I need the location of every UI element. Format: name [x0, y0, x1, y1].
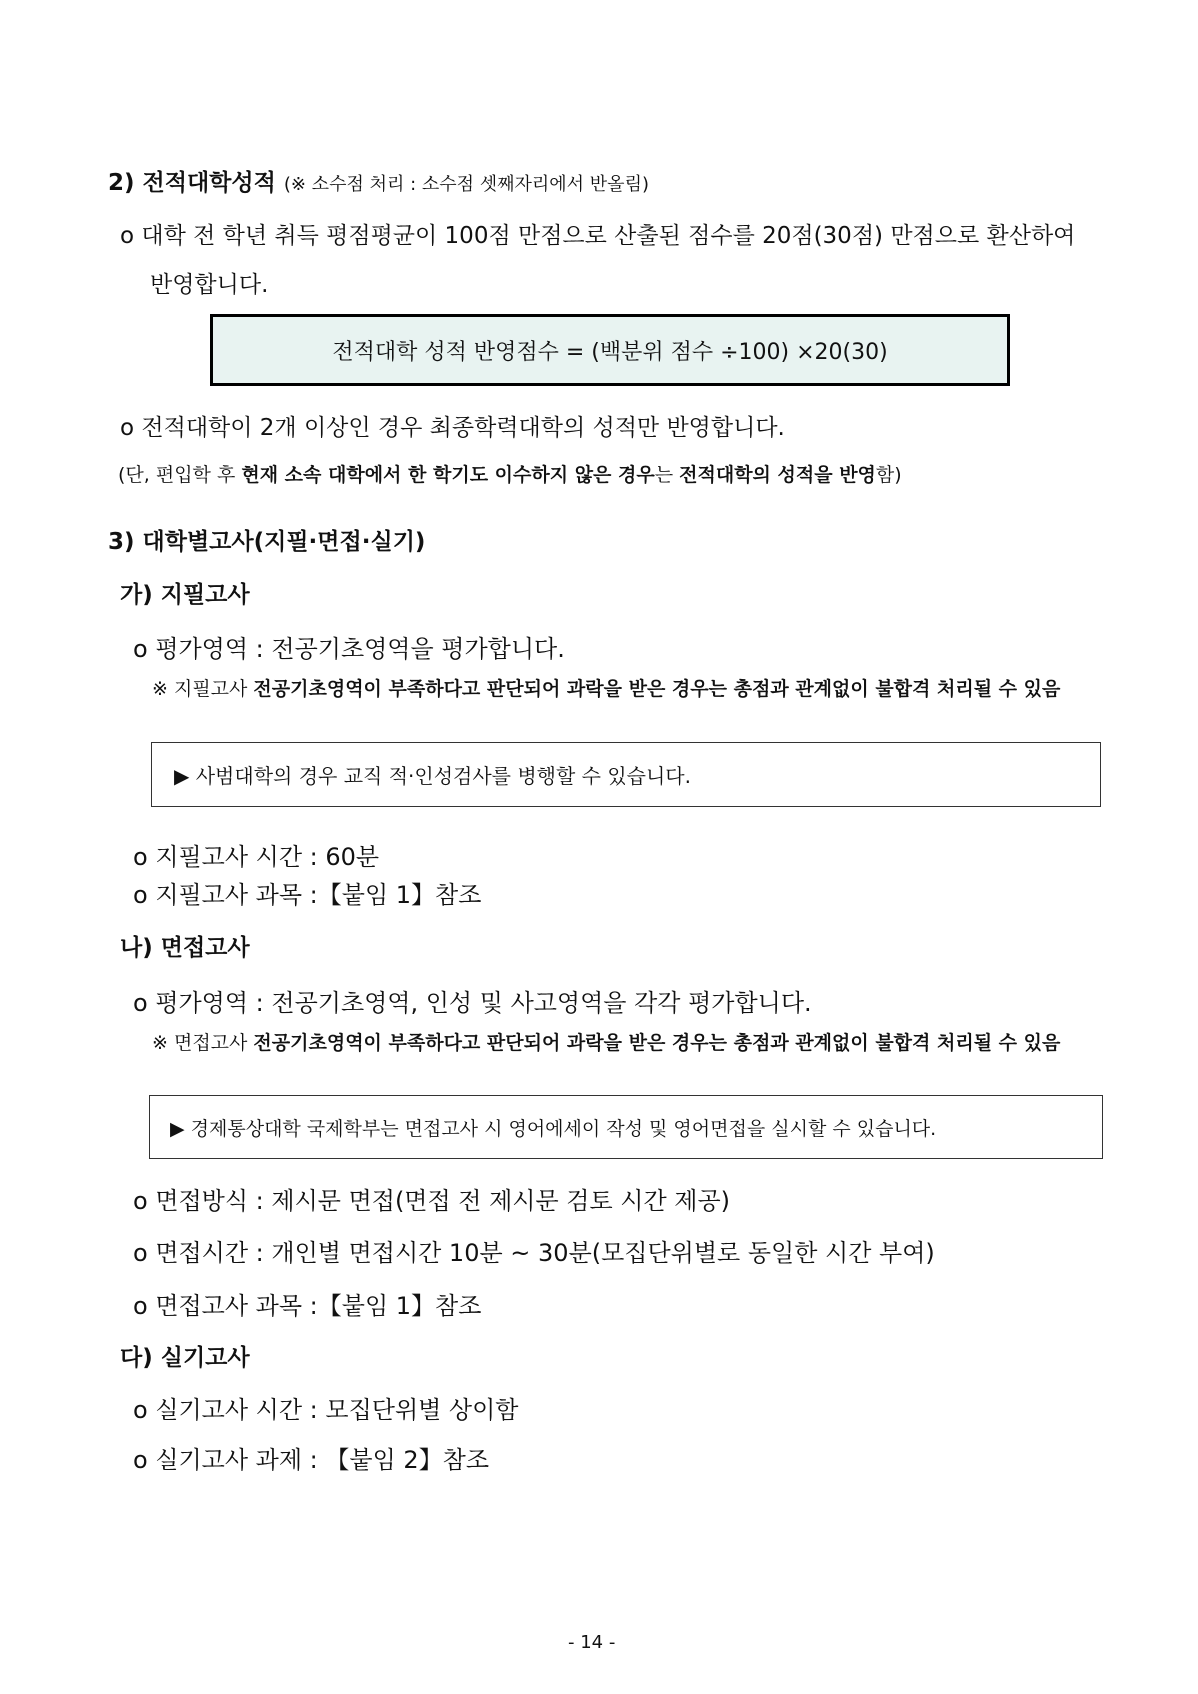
- transfer-note-bold1: 현재 소속 대학에서 한 학기도 이수하지 않은 경우: [241, 464, 655, 486]
- written-warning: [152, 675, 1127, 704]
- education-college-box: [151, 742, 1101, 807]
- transfer-note-part1: (단, 편입학 후: [118, 464, 242, 486]
- section-2-title: 2) 전적대학성적: [108, 170, 276, 196]
- page-number: - 14 -: [568, 1632, 616, 1653]
- interview-method-item: o 면접방식 : 제시문 면접(면접 전 제시문 검토 시간 제공): [133, 1187, 731, 1215]
- interview-warning: [152, 1029, 1127, 1058]
- practical-task-item: o 실기고사 과제 : 【붙임 2】참조: [133, 1446, 490, 1474]
- transfer-note-part2: 는: [654, 464, 680, 486]
- formula-box: [210, 314, 1010, 386]
- interview-warning-prefix: ※ 면접고사: [152, 1032, 254, 1054]
- written-warning-bold: 전공기초영역이 부족하다고 판단되어 과락을 받은 경우는 총점과 관계없이 불합격 처리될 수 있음: [253, 678, 1061, 700]
- multiple-colleges-item: o 전적대학이 2개 이상인 경우 최종학력대학의 성적만 반영합니다.: [120, 415, 785, 441]
- interview-heading: 나) 면접고사: [120, 935, 250, 961]
- transfer-note-bold2: 전적대학의 성적을 반영: [679, 464, 876, 486]
- written-time-item: o 지필고사 시간 : 60분: [133, 843, 380, 871]
- gpa-item-line2: 반영합니다.: [150, 272, 269, 298]
- written-area-item: o 평가영역 : 전공기초영역을 평가합니다.: [133, 635, 565, 663]
- transfer-note: [118, 460, 902, 487]
- section-2-heading: [108, 164, 649, 197]
- intl-studies-box: [149, 1095, 1103, 1159]
- interview-area-item: o 평가영역 : 전공기초영역, 인성 및 사고영역을 각각 평가합니다.: [133, 989, 812, 1017]
- rounding-note: (※ 소수점 처리 : 소수점 셋째자리에서 반올림): [283, 174, 649, 195]
- written-subject-item: o 지필고사 과목 :【붙임 1】참조: [133, 881, 482, 909]
- practical-time-item: o 실기고사 시간 : 모집단위별 상이함: [133, 1396, 519, 1424]
- practical-heading: 다) 실기고사: [120, 1345, 250, 1371]
- written-warning-prefix: ※ 지필고사: [152, 678, 254, 700]
- gpa-item-line1: o 대학 전 학년 취득 평점평균이 100점 만점으로 산출된 점수를 20점(30점) 만점으로 환산하여: [120, 223, 1076, 249]
- formula-text: 전적대학 성적 반영점수 = (백분위 점수 ÷100) ×20(30): [332, 339, 888, 365]
- intl-studies-text: ▶ 경제통상대학 국제학부는 면접고사 시 영어에세이 작성 및 영어면접을 실시할 수 있습니다.: [170, 1117, 937, 1140]
- interview-time-item: o 면접시간 : 개인별 면접시간 10분 ~ 30분(모집단위별로 동일한 시간 부여): [133, 1239, 935, 1267]
- education-college-text: ▶ 사범대학의 경우 교직 적·인성검사를 병행할 수 있습니다.: [174, 764, 691, 788]
- interview-subject-item: o 면접고사 과목 :【붙임 1】참조: [133, 1292, 482, 1320]
- transfer-note-part3: 함): [875, 464, 902, 486]
- interview-warning-bold: 전공기초영역이 부족하다고 판단되어 과락을 받은 경우는 총점과 관계없이 불합격 처리될 수 있음: [253, 1032, 1061, 1054]
- written-exam-heading: 가) 지필고사: [120, 582, 250, 608]
- section-3-heading: 3) 대학별고사(지필·면접·실기): [108, 529, 426, 555]
